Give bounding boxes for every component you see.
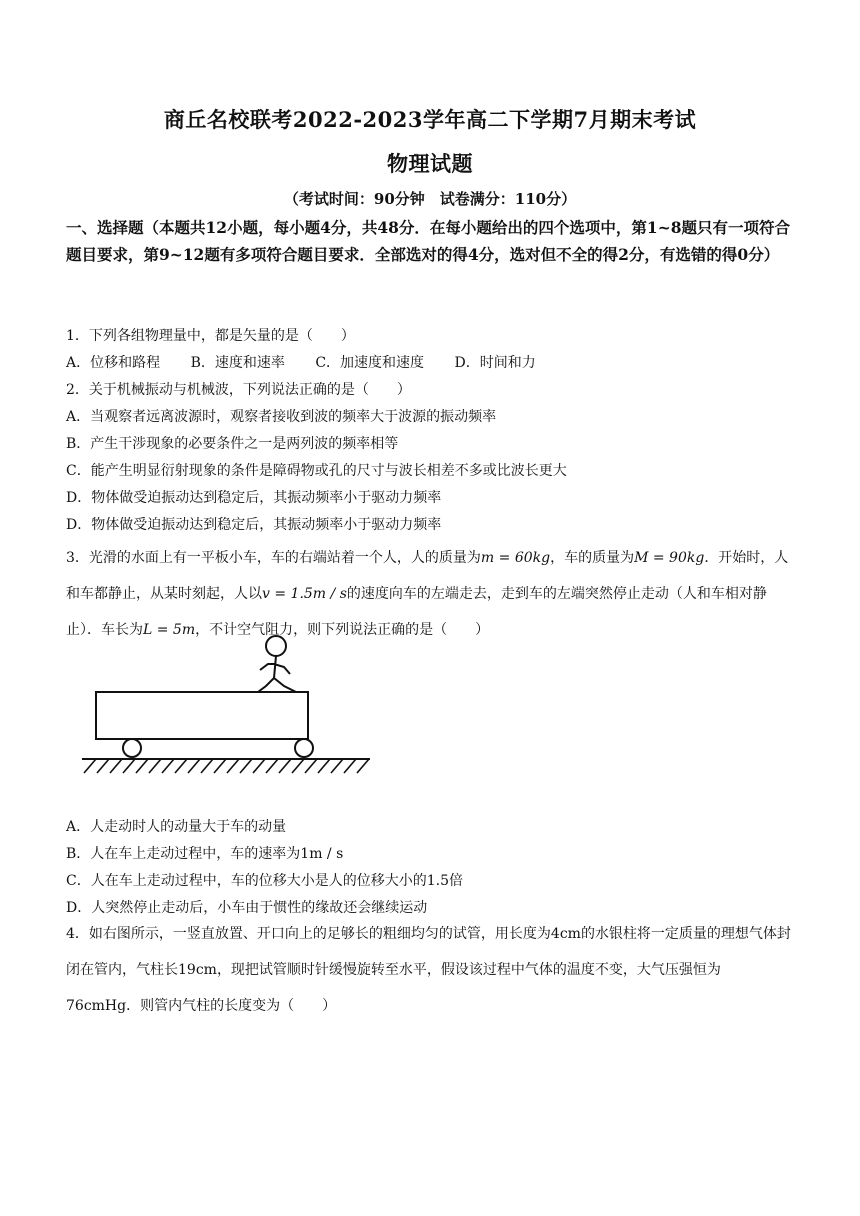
exam-info: （考试时间：90分钟 试卷满分：110分）: [283, 190, 577, 208]
q4-mercury-length: 4cm: [550, 926, 581, 942]
cart-wheel-right: [295, 739, 313, 757]
q3-stem-part1: 3．光滑的水面上有一平板小车，车的右端站着一个人，人的质量为: [66, 550, 481, 566]
section-heading: 一、选择题（本题共12小题，每小题4分，共48分．在每小题给出的四个选项中，第1~8题只有一项符合题目要求，第9~12题有多项符合题目要求．全部选对的得4分，选对但不全的得2分，有选错的得0分）: [66, 218, 790, 264]
q4-stem-part3: ，现把试管顺时针缓慢旋转至水平，假设该过程中气体的温度不变，大气压强恒为: [216, 962, 721, 978]
exam-title: 商丘名校联考2022-2023学年高二下学期7月期末考试: [163, 107, 697, 132]
q1-option-d: D．时间和力: [454, 355, 536, 371]
q1-option-c: C．加速度和速度: [315, 355, 425, 371]
q1-stem: 1．下列各组物理量中，都是矢量的是（ ）: [66, 328, 355, 344]
q4-stem: [66, 916, 792, 1024]
q3-mass-person: m = 60kg: [480, 550, 551, 566]
q1-option-b: B．速度和速率: [190, 355, 285, 371]
q3-stem-part5: ，不计空气阻力，则下列说法正确的是（ ）: [195, 622, 490, 638]
q3-length: L = 5m: [143, 622, 196, 638]
person-leg-back: [258, 678, 274, 692]
q3-mass-cart: M = 90kg: [634, 550, 705, 566]
q3-velocity: v = 1.5m / s: [262, 586, 347, 602]
q4-stem-part4: ．则管内气柱的长度变为（ ）: [126, 998, 337, 1014]
person-leg-front: [274, 678, 296, 692]
q3-stem-part4: 的速度向车的左端走去，走到车的左端突然停止走动（人和车相对静止）．车长为: [66, 586, 767, 638]
cart-body: [96, 692, 308, 739]
q2-option-b: B．产生干涉现象的必要条件之一是两列波的频率相等: [66, 436, 399, 452]
q3-option-b: B．人在车上走动过程中，车的速率为1m / s: [66, 846, 344, 862]
q2-option-d-repeat: D．物体做受迫振动达到稳定后，其振动频率小于驱动力频率: [66, 517, 442, 533]
q4-pressure: 76cmHg: [66, 998, 127, 1014]
q2-option-c: C．能产生明显衍射现象的条件是障碍物或孔的尺寸与波长相差不多或比波长更大: [66, 463, 567, 479]
q3-stem-part2: ，车的质量为: [550, 550, 635, 566]
q4-stem-part2: 的水银柱将一定质量的理想气体封闭在管内，气柱长: [66, 926, 791, 978]
q3-option-a: A．人走动时人的动量大于车的动量: [66, 819, 287, 835]
subject-title: 物理试题: [387, 151, 473, 176]
ground-hatching: [84, 759, 369, 773]
q2-option-d: D．物体做受迫振动达到稳定后，其振动频率小于驱动力频率: [66, 490, 442, 506]
q4-gas-length: 19cm: [178, 962, 217, 978]
q3-option-c: C．人在车上走动过程中，车的位移大小是人的位移大小的1.5倍: [66, 873, 463, 889]
q3-stem-part3: ．开始时，人和车都静止，从某时刻起，人以: [66, 550, 789, 602]
q1-option-a: A．位移和路程: [66, 355, 161, 371]
q2-option-a: A．当观察者远离波源时，观察者接收到波的频率大于波源的振动频率: [66, 409, 497, 425]
person-body: [274, 656, 276, 678]
cart-wheel-left: [123, 739, 141, 757]
q4-stem-part1: 4．如右图所示，一竖直放置、开口向上的足够长的粗细均匀的试管，用长度为: [66, 926, 551, 942]
q1-options: [66, 352, 806, 372]
person-head: [266, 636, 286, 656]
cart-figure: [78, 630, 378, 780]
q3-option-d: D．人突然停止走动后，小车由于惯性的缘故还会继续运动: [66, 900, 428, 916]
q2-stem: 2．关于机械振动与机械波，下列说法正确的是（ ）: [66, 382, 411, 398]
